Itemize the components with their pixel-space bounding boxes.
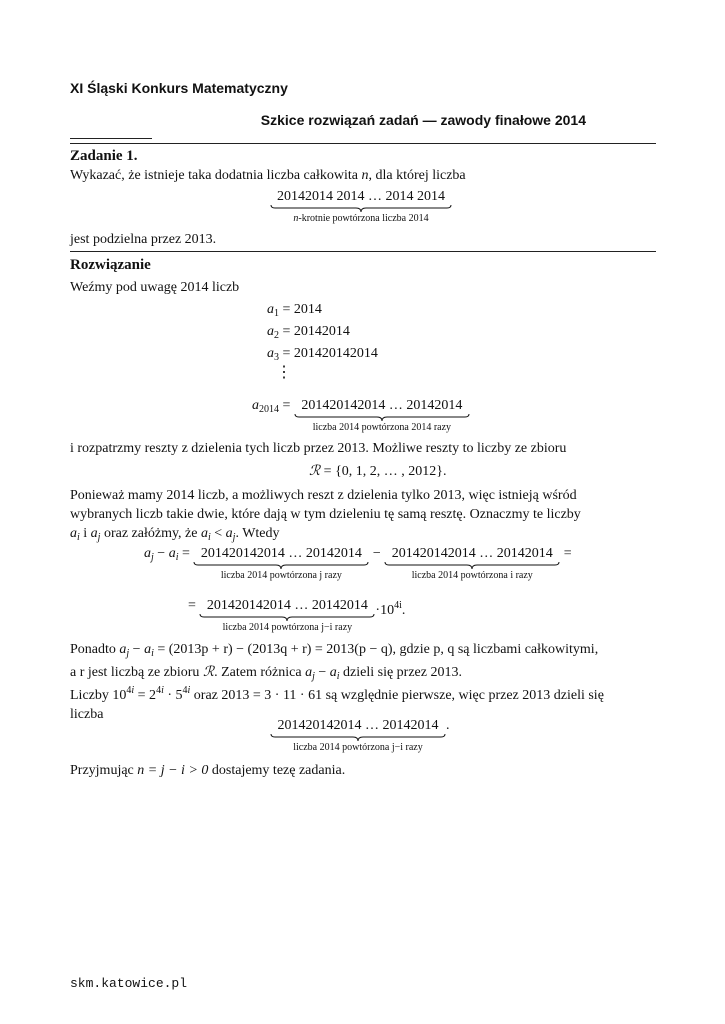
statement-part-a: Wykazać, że istnieje taka dodatnia liczba całkowita — [70, 168, 358, 183]
remainder-set: ℛ = {0, 1, 2, … , 2012}. — [309, 463, 447, 479]
difference-term-2: 201420142014 … 20142014 — [391, 546, 553, 561]
sequence-value-2: 20142014 — [293, 324, 350, 339]
underbrace-icon — [270, 205, 452, 212]
sequence-last-index: 2014 — [259, 404, 279, 415]
ponadto-text-c: a r jest liczbą ze zbioru — [70, 665, 200, 680]
sequence-last-value: 201420142014 … 20142014 — [301, 398, 463, 413]
difference-result-caption: liczba 2014 powtórzona j−i razy — [222, 622, 353, 633]
ponadto-text-a: Ponadto — [70, 642, 116, 657]
problem-number: 20142014 2014 … 2014 2014 — [277, 189, 445, 204]
underbrace-icon — [294, 414, 470, 421]
conclusion-text-a: Przyjmując — [70, 763, 134, 778]
difference-result: 201420142014 … 20142014 — [206, 598, 368, 613]
sequence-last-caption: liczba 2014 powtórzona 2014 razy — [312, 422, 452, 433]
final-caption: liczba 2014 powtórzona j−i razy — [293, 742, 423, 753]
pigeonhole-line-1: Ponieważ mamy 2014 liczb, a możliwych reszt z dzielenia tylko 2013, więc istnieją wśród — [70, 488, 577, 503]
sequence-a2014: $a_{2014}$ = 201420142014 … 20142014 liczba 2014 powtórzona 2014 razy — [252, 398, 470, 433]
conclusion-math: n = j − i > 0 — [137, 763, 209, 778]
problem-number-underbrace — [270, 189, 452, 224]
difference-caption-1: liczba 2014 powtórzona j razy — [220, 570, 342, 581]
conclusion-text-c: dostajemy tezę zadania. — [211, 763, 346, 778]
ponadto-text-b: = (2013p + r) − (2013q + r) = 2013(p − q), gdzie p, q są liczbami całkowitymi, — [157, 642, 599, 657]
difference-factor: ·10 — [375, 603, 395, 618]
problem-statement-end: jest podzielna przez 2013. — [70, 232, 217, 247]
short-rule-1 — [70, 138, 152, 139]
pigeonhole-text-2: . Wtedy — [235, 526, 280, 541]
contest-title: XI Śląski Konkurs Matematyczny — [70, 80, 288, 96]
underbrace-icon — [193, 562, 369, 569]
document-subtitle — [70, 112, 656, 128]
final-number-underbrace: 201420142014 … 20142014 liczba 2014 powtórzona j−i razy . — [270, 718, 450, 753]
difference-equation-2: = 201420142014 … 20142014 liczba 2014 powtórzona j−i razy $\cdot 10^{4i}$. — [188, 598, 406, 633]
difference-factor-exponent: 4i — [394, 600, 402, 611]
ponadto-text-e: dzieli się przez 2013. — [343, 665, 462, 680]
ponadto-paragraph — [70, 640, 656, 686]
sequence-a3: $a_3 = 201420142014$ — [267, 346, 378, 363]
conclusion — [70, 763, 345, 779]
solution-title: Rozwiązanie — [70, 257, 151, 273]
ponadto-line-1: Ponadto $a_j - a_i = (2013p + r) - (2013q + r) = 2013(p - q)$, gdzie p, q są liczbami całkowitymi, — [70, 642, 599, 659]
vertical-dots: ⋮ — [276, 364, 292, 381]
full-rule-top — [70, 143, 656, 144]
remainders-text: i rozpatrzmy reszty z dzielenia tych liczb przez 2013. Możliwe reszty to liczby ze zbioru — [70, 441, 567, 456]
sequence-a2: $a_2 = 20142014$ — [267, 324, 350, 341]
ponadto-line-2: a r jest liczbą ze zbioru ℛ. Zatem różnica $a_j - a_i$ dzieli się przez 2013. — [70, 664, 462, 682]
sequence-value-1: 2014 — [293, 302, 322, 317]
coprime-line-1: Liczby $10^{4i} = 2^{4i} \cdot 5^{4i}$ oraz 2013 = 3 · 11 · 61 są względnie pierwsze, więc przez 2013 dzieli się — [70, 685, 604, 703]
solution-intro: Weźmy pod uwagę 2014 liczb — [70, 280, 240, 295]
coprime-text-b: oraz 2013 = 3 · 11 · 61 są względnie pierwsze, więc przez 2013 dzieli się — [193, 688, 604, 703]
ponadto-text-d: . Zatem różnica — [214, 665, 302, 680]
underbrace-icon — [384, 562, 560, 569]
coprime-line-2: liczba — [70, 707, 104, 722]
caption-var-n: n — [293, 213, 299, 224]
underbrace-icon — [199, 614, 375, 621]
remainder-set-expr: = {0, 1, 2, … , 2012}. — [323, 464, 447, 479]
statement-var-n: n — [361, 168, 369, 183]
underbrace-icon — [270, 734, 446, 741]
pigeonhole-line-3: $a_i$ i $a_j$ oraz załóżmy, że $a_i < a_j$. Wtedy — [70, 526, 280, 543]
footer-url[interactable]: skm.katowice.pl — [70, 976, 188, 991]
full-rule-middle — [70, 251, 656, 252]
coprime-text-a: Liczby — [70, 688, 109, 703]
difference-term-1: 201420142014 … 20142014 — [200, 546, 362, 561]
sequence-value-3: 201420142014 — [293, 346, 378, 361]
final-number: 201420142014 … 20142014 — [277, 718, 439, 733]
subtitle-text: Szkice rozwiązań zadań — zawody finałowe 2014 — [260, 112, 586, 128]
pigeonhole-text-1: oraz załóżmy, że — [103, 526, 198, 541]
problem-statement — [70, 168, 466, 184]
problem-title: Zadanie 1. — [70, 148, 138, 164]
statement-part-b: , dla której liczba — [368, 168, 466, 183]
sequence-a1: $a_1 = 2014$ — [267, 302, 322, 319]
pigeonhole-line-2: wybranych liczb takie dwie, które dają w tym dzieleniu tę samą resztę. Oznaczmy te liczby — [70, 507, 581, 522]
difference-caption-2: liczba 2014 powtórzona i razy — [411, 570, 533, 581]
number-caption: -krotnie powtórzona liczba 2014 — [298, 213, 429, 224]
pigeonhole-paragraph — [70, 486, 656, 547]
difference-equation-1: $a_j - a_i$ = 201420142014 … 20142014 liczba 2014 powtórzona j razy − 201420142014 … 20142014 liczba 2014 powtórzona i razy = — [144, 546, 572, 581]
